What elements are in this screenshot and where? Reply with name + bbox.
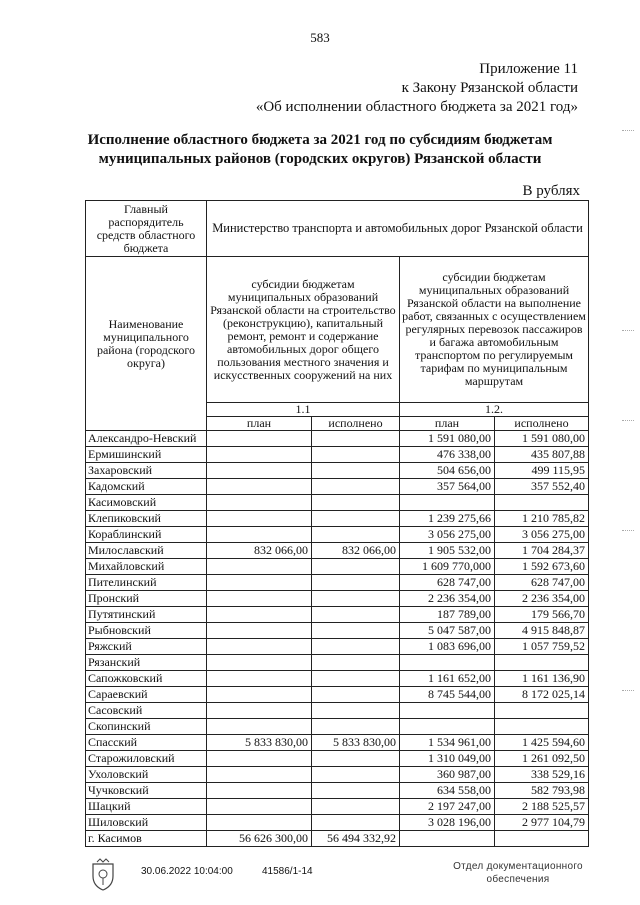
subsidy-1-executed-cell xyxy=(312,431,400,447)
subsidy-1-plan-cell: 832 066,00 xyxy=(207,543,312,559)
table-row xyxy=(86,623,589,639)
subsidy-2-executed-cell: 1 592 673,60 xyxy=(495,559,589,575)
subsidy-1-executed-cell: 56 494 332,92 xyxy=(312,831,400,847)
subsidy-1-executed-cell xyxy=(312,559,400,575)
subsidy-1-plan-cell xyxy=(207,463,312,479)
table-row xyxy=(86,607,589,623)
subsidy-1-plan-cell xyxy=(207,623,312,639)
subsidy-2-plan-cell xyxy=(400,703,495,719)
subsidy-1-executed-cell xyxy=(312,527,400,543)
subsidy-2-plan-cell: 2 197 247,00 xyxy=(400,799,495,815)
subsidy-2-plan-cell: 634 558,00 xyxy=(400,783,495,799)
municipality-name-cell: Ряжский xyxy=(86,639,207,655)
municipality-name-cell: г. Касимов xyxy=(86,831,207,847)
subsidy-2-plan-cell: 8 745 544,00 xyxy=(400,687,495,703)
document-title-line: Исполнение областного бюджета за 2021 год по субсидиям бюджетам xyxy=(87,132,553,148)
subsidy-1-plan-cell xyxy=(207,559,312,575)
municipality-name-cell: Кадомский xyxy=(86,479,207,495)
document-title xyxy=(40,131,600,169)
table-row xyxy=(86,559,589,575)
subsidy-2-plan-cell: 5 047 587,00 xyxy=(400,623,495,639)
table-row xyxy=(86,591,589,607)
subsidy-1-plan-cell xyxy=(207,767,312,783)
subsidy-1-executed-cell xyxy=(312,591,400,607)
municipality-name-cell: Пронский xyxy=(86,591,207,607)
subsidy-1-executed-cell xyxy=(312,767,400,783)
subsidy-1-executed-cell xyxy=(312,447,400,463)
subsidy-1-executed-cell xyxy=(312,479,400,495)
table-row xyxy=(86,655,589,671)
table-row xyxy=(86,799,589,815)
municipality-name-cell: Кораблинский xyxy=(86,527,207,543)
subsidy-1-plan-cell xyxy=(207,447,312,463)
subsidy-2-executed-cell: 1 704 284,37 xyxy=(495,543,589,559)
subsidy-2-executed-cell: 8 172 025,14 xyxy=(495,687,589,703)
page-edge-mark xyxy=(622,530,634,531)
subsidy-1-executed-cell xyxy=(312,623,400,639)
table-row xyxy=(86,431,589,447)
municipality-name-cell: Пителинский xyxy=(86,575,207,591)
subsidy-1-executed-cell xyxy=(312,639,400,655)
subsidy-1-plan-cell xyxy=(207,591,312,607)
subsidy-2-executed-cell: 179 566,70 xyxy=(495,607,589,623)
subsidy-2-executed-cell xyxy=(495,719,589,735)
subsidy-2-plan-cell xyxy=(400,495,495,511)
subsidy-2-executed-cell: 628 747,00 xyxy=(495,575,589,591)
subsidy-2-executed-cell: 1 425 594,60 xyxy=(495,735,589,751)
municipality-name-cell: Шацкий xyxy=(86,799,207,815)
municipality-name-cell: Милославский xyxy=(86,543,207,559)
subsidy-2-plan-cell: 3 056 275,00 xyxy=(400,527,495,543)
subsidy-1-executed-cell xyxy=(312,495,400,511)
subsidy-2-plan-cell: 1 609 770,000 xyxy=(400,559,495,575)
subsidy-2-plan-cell: 1 534 961,00 xyxy=(400,735,495,751)
page-edge-mark xyxy=(622,130,634,131)
appendix-line: «Об исполнении областного бюджета за 2021 год» xyxy=(255,99,578,115)
subsidy-1-plan-cell xyxy=(207,783,312,799)
municipality-name-cell: Путятинский xyxy=(86,607,207,623)
subsidy-1-executed-cell: 5 833 830,00 xyxy=(312,735,400,751)
page-edge-mark xyxy=(622,690,634,691)
table-row xyxy=(86,687,589,703)
subsidy-1-plan-cell xyxy=(207,751,312,767)
subsidy-1-plan-cell xyxy=(207,703,312,719)
subsidy-2-plan-cell: 504 656,00 xyxy=(400,463,495,479)
appendix-line: к Закону Рязанской области xyxy=(401,80,578,96)
subsidy-2-executed-cell: 2 977 104,79 xyxy=(495,815,589,831)
subsidy-2-executed-cell: 1 261 092,50 xyxy=(495,751,589,767)
main-manager-header: Главный распорядитель средств областного бюджета xyxy=(86,201,207,257)
plan-header: план xyxy=(207,417,312,431)
table-row xyxy=(86,831,589,847)
appendix-line: Приложение 11 xyxy=(479,61,578,77)
subsidy-2-executed-cell xyxy=(495,655,589,671)
subsidy-2-executed-cell: 1 210 785,82 xyxy=(495,511,589,527)
subsidy-2-plan-cell: 1 083 696,00 xyxy=(400,639,495,655)
header-row-subsidies xyxy=(86,257,589,403)
subsidy-2-executed-cell: 2 236 354,00 xyxy=(495,591,589,607)
subsidy-2-executed-cell: 338 529,16 xyxy=(495,767,589,783)
table-row xyxy=(86,463,589,479)
ministry-header: Министерство транспорта и автомобильных дорог Рязанской области xyxy=(207,201,589,257)
subsidy-1-executed-cell xyxy=(312,799,400,815)
table-row xyxy=(86,815,589,831)
municipality-name-cell: Сараевский xyxy=(86,687,207,703)
executed-header: исполнено xyxy=(312,417,400,431)
municipality-name-cell: Спасский xyxy=(86,735,207,751)
subsidy-1-executed-cell xyxy=(312,607,400,623)
subsidy-1-executed-cell xyxy=(312,575,400,591)
subsidy-1-executed-cell xyxy=(312,751,400,767)
subsidy-2-plan-cell xyxy=(400,655,495,671)
subsidy-2-executed-cell: 2 188 525,57 xyxy=(495,799,589,815)
footer-registration-code: 41586/1-14 xyxy=(262,866,313,877)
subsidy-2-plan-cell: 360 987,00 xyxy=(400,767,495,783)
table-row xyxy=(86,719,589,735)
subsidy-1-executed-cell xyxy=(312,655,400,671)
subsidy-2-plan-cell: 1 239 275,66 xyxy=(400,511,495,527)
subsidy-1-code: 1.1 xyxy=(207,403,400,417)
subsidy-2-executed-cell: 3 056 275,00 xyxy=(495,527,589,543)
subsidy-1-executed-cell xyxy=(312,463,400,479)
table-row xyxy=(86,575,589,591)
subsidy-2-executed-cell: 582 793,98 xyxy=(495,783,589,799)
subsidy-1-plan-cell xyxy=(207,799,312,815)
subsidy-2-code: 1.2. xyxy=(400,403,589,417)
subsidy-1-plan-cell xyxy=(207,815,312,831)
municipality-name-cell: Скопинский xyxy=(86,719,207,735)
subsidy-2-plan-cell xyxy=(400,831,495,847)
subsidy-1-plan-cell xyxy=(207,719,312,735)
subsidy-2-plan-cell: 187 789,00 xyxy=(400,607,495,623)
table-row xyxy=(86,527,589,543)
subsidy-1-plan-cell xyxy=(207,495,312,511)
table-row xyxy=(86,767,589,783)
municipality-name-cell: Сапожковский xyxy=(86,671,207,687)
subsidy-1-executed-cell xyxy=(312,783,400,799)
subsidy-1-plan-cell xyxy=(207,527,312,543)
municipality-name-cell: Михайловский xyxy=(86,559,207,575)
subsidy-1-executed-cell xyxy=(312,703,400,719)
municipality-name-cell: Старожиловский xyxy=(86,751,207,767)
subsidy-2-executed-cell xyxy=(495,703,589,719)
subsidy-1-plan-cell: 5 833 830,00 xyxy=(207,735,312,751)
subsidy-2-plan-cell: 2 236 354,00 xyxy=(400,591,495,607)
subsidy-2-executed-cell: 1 591 080,00 xyxy=(495,431,589,447)
subsidy-1-plan-cell xyxy=(207,639,312,655)
municipality-name-cell: Рыбновский xyxy=(86,623,207,639)
subsidy-2-plan-cell: 1 905 532,00 xyxy=(400,543,495,559)
subsidy-1-executed-cell xyxy=(312,719,400,735)
subsidy-2-executed-cell: 357 552,40 xyxy=(495,479,589,495)
subsidy-2-executed-cell: 1 161 136,90 xyxy=(495,671,589,687)
subsidy-2-executed-cell: 499 115,95 xyxy=(495,463,589,479)
municipality-name-cell: Ухоловский xyxy=(86,767,207,783)
subsidy-1-plan-cell xyxy=(207,671,312,687)
subsidy-2-plan-cell: 357 564,00 xyxy=(400,479,495,495)
table-row xyxy=(86,735,589,751)
table-row xyxy=(86,639,589,655)
subsidy-1-plan-cell: 56 626 300,00 xyxy=(207,831,312,847)
subsidy-2-plan-cell: 628 747,00 xyxy=(400,575,495,591)
footer-department-stamp xyxy=(438,860,598,886)
subsidy-2-executed-cell xyxy=(495,495,589,511)
table-row xyxy=(86,783,589,799)
municipality-name-cell: Клепиковский xyxy=(86,511,207,527)
plan-header: план xyxy=(400,417,495,431)
subsidy-1-plan-cell xyxy=(207,607,312,623)
subsidy-1-plan-cell xyxy=(207,479,312,495)
municipality-name-cell: Захаровский xyxy=(86,463,207,479)
subsidy-1-header: субсидии бюджетам муниципальных образований Рязанской области на строительство (реконструкцию), капитальный ремонт, ремонт и содержание автомобильных дорог общего пользования местного значения и искусственных сооружений на них xyxy=(207,257,400,403)
municipality-name-cell: Сасовский xyxy=(86,703,207,719)
header-row-manager xyxy=(86,201,589,257)
municipality-name-cell: Александро-Невский xyxy=(86,431,207,447)
subsidy-2-header: субсидии бюджетам муниципальных образований Рязанской области на выполнение работ, связанных с осуществлением регулярных перевозок пассажиров и багажа автомобильным транспортом по регулируемым тарифам по муниципальным маршрутам xyxy=(400,257,589,403)
subsidy-1-executed-cell xyxy=(312,671,400,687)
municipality-name-cell: Касимовский xyxy=(86,495,207,511)
subsidy-2-plan-cell: 1 310 049,00 xyxy=(400,751,495,767)
subsidy-2-plan-cell xyxy=(400,719,495,735)
subsidy-2-executed-cell: 1 057 759,52 xyxy=(495,639,589,655)
subsidy-1-executed-cell xyxy=(312,511,400,527)
table-row xyxy=(86,751,589,767)
subsidy-1-plan-cell xyxy=(207,511,312,527)
municipality-name-cell: Шиловский xyxy=(86,815,207,831)
subsidy-1-plan-cell xyxy=(207,431,312,447)
subsidy-2-executed-cell xyxy=(495,831,589,847)
subsidy-2-plan-cell: 1 161 652,00 xyxy=(400,671,495,687)
executed-header: исполнено xyxy=(495,417,589,431)
table-row xyxy=(86,703,589,719)
footer-department-line: обеспечения xyxy=(486,874,550,885)
table-row xyxy=(86,511,589,527)
appendix-reference xyxy=(256,60,578,117)
subsidy-2-plan-cell: 3 028 196,00 xyxy=(400,815,495,831)
page-edge-mark xyxy=(622,420,634,421)
municipality-name-cell: Ермишинский xyxy=(86,447,207,463)
table-row xyxy=(86,495,589,511)
municipality-name-cell: Чучковский xyxy=(86,783,207,799)
page-number: 583 xyxy=(310,30,330,45)
subsidy-2-plan-cell: 476 338,00 xyxy=(400,447,495,463)
subsidy-1-executed-cell: 832 066,00 xyxy=(312,543,400,559)
subsidy-1-plan-cell xyxy=(207,687,312,703)
subsidy-1-plan-cell xyxy=(207,655,312,671)
municipality-name-header: Наименование муниципального района (городского округа) xyxy=(86,257,207,431)
subsidy-1-plan-cell xyxy=(207,575,312,591)
table-row xyxy=(86,671,589,687)
subsidies-table xyxy=(85,200,589,847)
subsidy-2-plan-cell: 1 591 080,00 xyxy=(400,431,495,447)
footer-department-line: Отдел документационного xyxy=(453,861,583,872)
subsidy-1-executed-cell xyxy=(312,687,400,703)
coat-of-arms-icon xyxy=(88,858,118,892)
subsidy-2-executed-cell: 435 807,88 xyxy=(495,447,589,463)
table-row xyxy=(86,447,589,463)
page-edge-mark xyxy=(622,330,634,331)
subsidy-1-executed-cell xyxy=(312,815,400,831)
subsidy-2-executed-cell: 4 915 848,87 xyxy=(495,623,589,639)
units-label: В рублях xyxy=(522,183,580,199)
footer-date: 30.06.2022 10:04:00 xyxy=(141,866,233,877)
table-row xyxy=(86,479,589,495)
table-row xyxy=(86,543,589,559)
document-title-line: муниципальных районов (городских округов) Рязанской области xyxy=(98,151,542,167)
municipality-name-cell: Рязанский xyxy=(86,655,207,671)
